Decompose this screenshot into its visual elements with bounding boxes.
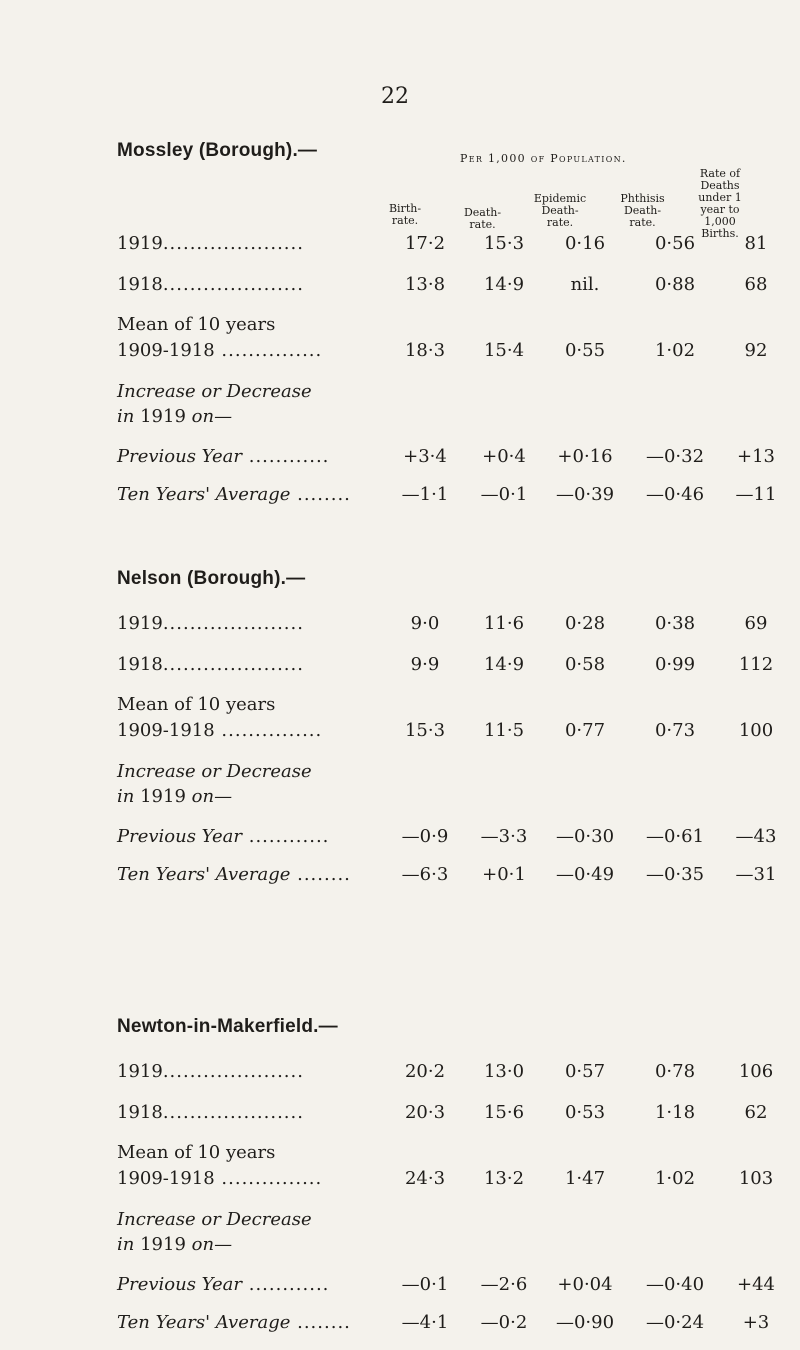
row-label: 1918..................... <box>117 274 304 295</box>
epidemic-value: 0·58 <box>564 654 606 675</box>
epidemic-value: nil. <box>570 274 600 295</box>
row-ten-years-average <box>117 484 777 510</box>
death-value: +0·1 <box>482 864 526 885</box>
birth-value: —4·1 <box>401 1312 449 1333</box>
phthisis-value: 0·99 <box>654 654 696 675</box>
row-1919 <box>117 613 768 639</box>
epidemic-value: +0·16 <box>557 446 613 467</box>
increase-decrease-subtitle: in 1919 on— <box>117 406 233 427</box>
death-value: 13·2 <box>483 1168 525 1189</box>
birth-value: +3·4 <box>403 446 447 467</box>
death-value: 14·9 <box>483 654 525 675</box>
epidemic-value: —0·39 <box>555 484 615 505</box>
increase-decrease-label: Increase or Decrease <box>117 381 312 402</box>
row-previous-year <box>117 1274 775 1300</box>
epidemic-value: —0·49 <box>555 864 615 885</box>
death-value: 11·5 <box>483 720 525 741</box>
infant-death-rate-header: Rate of Deaths under 1 year to 1,000 Births. <box>698 167 742 240</box>
death-rate-header: Death- rate. <box>463 206 502 231</box>
infant-value: 100 <box>738 720 774 741</box>
mean-label: Mean of 10 years <box>117 694 276 715</box>
epidemic-value: 0·16 <box>564 233 606 254</box>
phthisis-value: 1·02 <box>654 1168 696 1189</box>
section-title: Newton-in-Makerfield.— <box>117 1016 338 1037</box>
per-population-header: Per 1,000 of Population. <box>460 152 627 165</box>
row-label: Previous Year ............ <box>117 446 330 467</box>
death-value: 15·3 <box>483 233 525 254</box>
phthisis-value: —0·40 <box>645 1274 705 1295</box>
row-mean-10-years <box>117 1168 774 1194</box>
death-value: 11·6 <box>483 613 525 634</box>
infant-value: —31 <box>735 864 777 885</box>
death-value: 14·9 <box>483 274 525 295</box>
infant-value: 106 <box>738 1061 774 1082</box>
birth-value: —1·1 <box>401 484 449 505</box>
epidemic-value: 0·77 <box>564 720 606 741</box>
row-label: Previous Year ............ <box>117 826 330 847</box>
increase-decrease-label: Increase or Decrease <box>117 1209 312 1230</box>
row-label: Ten Years' Average ........ <box>117 864 351 885</box>
infant-value: —43 <box>735 826 777 847</box>
epidemic-value: —0·90 <box>555 1312 615 1333</box>
phthisis-value: —0·24 <box>645 1312 705 1333</box>
phthisis-value: 0·56 <box>654 233 696 254</box>
increase-decrease-subtitle: in 1919 on— <box>117 1234 233 1255</box>
phthisis-value: 1·18 <box>654 1102 696 1123</box>
birth-rate-header: Birth- rate. <box>388 202 422 227</box>
phthisis-value: 0·73 <box>654 720 696 741</box>
birth-value: —6·3 <box>401 864 449 885</box>
death-value: —2·6 <box>480 1274 528 1295</box>
phthisis-death-rate-header: Phthisis Death- rate. <box>620 192 665 229</box>
row-mean-10-years <box>117 340 768 366</box>
row-label: 1909-1918 ............... <box>117 720 323 741</box>
phthisis-value: 0·38 <box>654 613 696 634</box>
row-1918 <box>117 654 774 680</box>
mean-label: Mean of 10 years <box>117 1142 276 1163</box>
section-title: Nelson (Borough).— <box>117 568 306 589</box>
phthisis-value: 0·88 <box>654 274 696 295</box>
phthisis-value: —0·32 <box>645 446 705 467</box>
epidemic-value: +0·04 <box>557 1274 613 1295</box>
infant-value: 69 <box>744 613 768 634</box>
mean-label: Mean of 10 years <box>117 314 276 335</box>
infant-value: +44 <box>737 1274 775 1295</box>
row-label: 1918..................... <box>117 654 304 675</box>
page-number: 22 <box>381 84 409 109</box>
epidemic-value: 1·47 <box>564 1168 606 1189</box>
row-label: 1909-1918 ............... <box>117 1168 323 1189</box>
epidemic-value: 0·28 <box>564 613 606 634</box>
row-label: Ten Years' Average ........ <box>117 484 351 505</box>
row-label: 1919..................... <box>117 613 304 634</box>
death-value: —3·3 <box>480 826 528 847</box>
phthisis-value: —0·46 <box>645 484 705 505</box>
infant-value: 81 <box>744 233 768 254</box>
increase-decrease-subtitle: in 1919 on— <box>117 786 233 807</box>
death-value: 15·4 <box>483 340 525 361</box>
infant-value: 103 <box>738 1168 774 1189</box>
birth-value: 9·9 <box>410 654 440 675</box>
row-1919 <box>117 233 768 259</box>
infant-value: 92 <box>744 340 768 361</box>
epidemic-value: —0·30 <box>555 826 615 847</box>
infant-value: +13 <box>737 446 775 467</box>
birth-value: 17·2 <box>404 233 446 254</box>
row-ten-years-average <box>117 1312 770 1338</box>
death-value: 13·0 <box>483 1061 525 1082</box>
epidemic-value: 0·57 <box>564 1061 606 1082</box>
infant-value: —11 <box>735 484 777 505</box>
row-label: 1909-1918 ............... <box>117 340 323 361</box>
row-1919 <box>117 1061 774 1087</box>
birth-value: 9·0 <box>410 613 440 634</box>
birth-value: 18·3 <box>404 340 446 361</box>
row-label: 1919..................... <box>117 233 304 254</box>
birth-value: 20·2 <box>404 1061 446 1082</box>
phthisis-value: —0·61 <box>645 826 705 847</box>
row-label: Ten Years' Average ........ <box>117 1312 351 1333</box>
row-previous-year <box>117 826 777 852</box>
birth-value: 15·3 <box>404 720 446 741</box>
death-value: —0·2 <box>480 1312 528 1333</box>
death-value: +0·4 <box>482 446 526 467</box>
birth-value: 24·3 <box>404 1168 446 1189</box>
birth-value: —0·9 <box>401 826 449 847</box>
birth-value: 20·3 <box>404 1102 446 1123</box>
birth-value: 13·8 <box>404 274 446 295</box>
phthisis-value: 0·78 <box>654 1061 696 1082</box>
birth-value: —0·1 <box>401 1274 449 1295</box>
increase-decrease-label: Increase or Decrease <box>117 761 312 782</box>
row-label: Previous Year ............ <box>117 1274 330 1295</box>
epidemic-death-rate-header: Epidemic Death- rate. <box>533 192 587 229</box>
row-mean-10-years <box>117 720 774 746</box>
epidemic-value: 0·55 <box>564 340 606 361</box>
row-label: 1919..................... <box>117 1061 304 1082</box>
epidemic-value: 0·53 <box>564 1102 606 1123</box>
infant-value: 68 <box>744 274 768 295</box>
infant-value: 62 <box>744 1102 768 1123</box>
death-value: 15·6 <box>483 1102 525 1123</box>
row-1918 <box>117 274 768 300</box>
row-previous-year <box>117 446 775 472</box>
phthisis-value: 1·02 <box>654 340 696 361</box>
death-value: —0·1 <box>480 484 528 505</box>
row-ten-years-average <box>117 864 777 890</box>
row-1918 <box>117 1102 768 1128</box>
phthisis-value: —0·35 <box>645 864 705 885</box>
row-label: 1918..................... <box>117 1102 304 1123</box>
infant-value: +3 <box>742 1312 770 1333</box>
section-title: Mossley (Borough).— <box>117 140 318 161</box>
infant-value: 112 <box>738 654 774 675</box>
